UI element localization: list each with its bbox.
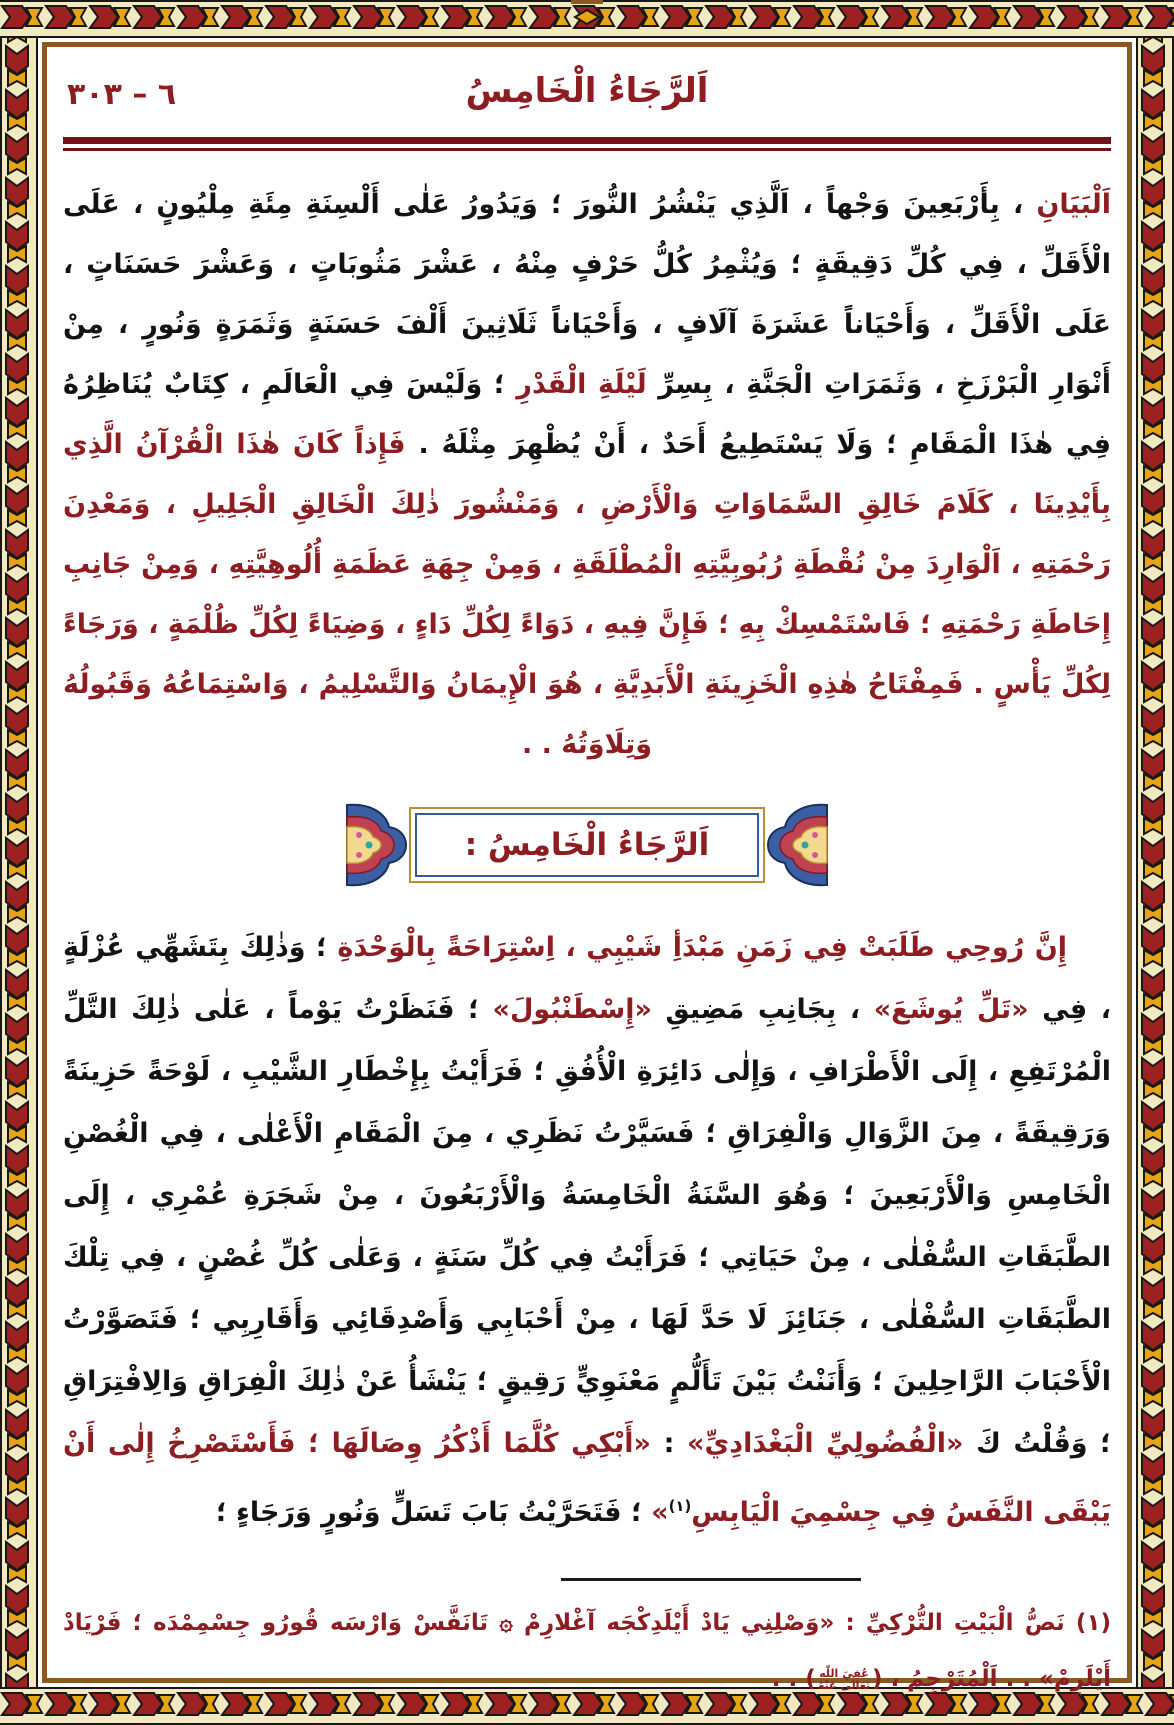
header-divider	[63, 137, 1111, 151]
floral-ornament-left-icon	[765, 795, 829, 895]
ornamental-border-top-icon	[0, 0, 1174, 38]
ornamental-border-left-icon	[0, 0, 38, 1725]
footnote-text: (١) نَصُّ الْبَيْتِ التُّرْكِيِّ : «وَصْلِنِي يَادْ أَيْلَدِكْجَه آغْلارِمْ ۞ تَانَفَّسْ وَارْسَه قُورُو جِسْمِمْدَه ؛ فَرْيَادْ أَيْلَرِمْ» . . اَلْمُتَرْجِمُ ، ( عُفِيَ اللّٰه تَعَالٰى عَنْهُ ) . .	[63, 1610, 1111, 1692]
page-number: ٦ – ٣٠٣	[67, 77, 177, 112]
paragraph-quran-virtues: اَلْبَيَانِ ، بِأَرْبَعِينَ وَجْهاً ، اَلَّذِي يَنْشُرُ النُّورَ ؛ وَيَدُورُ عَلٰى أَلْسِنَةِ مِئَةِ مِلْيُونٍ ، عَلَى الْأَقَلِّ ، فِي كُلِّ دَقِيقَةٍ ؛ وَيُثْمِرُ كُلُّ حَرْفٍ مِنْهُ ، عَشْرَ مَثُوبَاتٍ ، وَعَشْرَ حَسَنَاتٍ ، عَلَى الْأَقَلِّ ، وَأَحْيَاناً عَشَرَةَ آلَافٍ ، وَأَحْيَاناً ثَلَاثِينَ أَلْفَ حَسَنَةٍ وَثَمَرَةٍ وَنُورٍ ، مِنْ أَنْوَارِ الْبَرْزَخِ ، وَثَمَرَاتِ الْجَنَّةِ ، بِسِرِّ لَيْلَةِ الْقَدْرِ ؛ وَلَيْسَ فِي الْعَالَمِ ، كِتَابٌ يُنَاظِرُهُ فِي هٰذَا الْمَقَامِ ؛ وَلَا يَسْتَطِيعُ أَحَدٌ ، أَنْ يُظْهِرَ مِثْلَهُ . فَإِذاً كَانَ هٰذَا الْقُرْآنُ الَّذِي بِأَيْدِينَا ، كَلَامَ خَالِقِ السَّمَاوَاتِ وَالْأَرْضِ ، وَمَنْشُورَ ذٰلِكَ الْخَالِقِ الْجَلِيلِ ، وَمَعْدِنَ رَحْمَتِهِ ، اَلْوَارِدَ مِنْ نُقْطَةِ رُبُوبِيَّتِهِ الْمُطْلَقَةِ ، وَمِنْ جِهَةِ عَظَمَةِ أُلُوهِيَّتِهِ ، وَمِنْ جَانِبِ إِحَاطَةِ رَحْمَتِهِ ؛ فَاسْتَمْسِكْ بِهِ ؛ فَإِنَّ فِيهِ ، دَوَاءً لِكُلِّ دَاءٍ ، وَضِيَاءً لِكُلِّ ظُلْمَةٍ ، وَرَجَاءً لِكُلِّ يَأْسٍ . فَمِفْتَاحُ هٰذِهِ الْخَزِينَةِ الْأَبَدِيَّةِ ، هُوَ الْإِيمَانُ وَالتَّسْلِيمُ ، وَاسْتِمَاعُهُ وَقَبُولُهُ وَتِلَاوَتُهُ . .	[63, 189, 1112, 760]
ornamental-border-right-icon	[1136, 0, 1174, 1725]
footnote-divider	[561, 1578, 861, 1581]
page-header	[63, 67, 1111, 129]
paragraph-fifth-hope: إِنَّ رُوحِي طَلَبَتْ فِي زَمَنِ مَبْدَأِ شَيْبِي ، اِسْتِرَاحَةً بِالْوَحْدَةِ ؛ وَذٰلِكَ بِتَشَهِّي عُزْلَةٍ ، فِي «تَلِّ يُوشَعَ» ، بِجَانِبِ مَضِيقِ «إِسْطَنْبُولَ» ؛ فَنَظَرْتُ يَوْماً ، عَلٰى ذٰلِكَ التَّلِّ الْمُرْتَفِعِ ، إِلَى الْأَطْرَافِ ، وَإِلٰى دَائِرَةِ الْأُفُقِ ؛ فَرَأَيْتُ بِإِخْطَارِ الشَّيْبِ ، لَوْحَةً حَزِينَةً وَرَقِيقَةً ، مِنَ الزَّوَالِ وَالْفِرَاقِ ؛ فَسَيَّرْتُ نَظَرِي ، مِنَ الْمَقَامِ الْأَعْلٰى ، فِي الْغُصْنِ الْخَامِسِ وَالْأَرْبَعِينَ ؛ وَهُوَ السَّنَةُ الْخَامِسَةُ وَالْأَرْبَعُونَ ، مِنْ شَجَرَةِ عُمْرِي ، إِلَى الطَّبَقَاتِ السُّفْلٰى ، مِنْ حَيَاتِي ؛ فَرَأَيْتُ فِي كُلِّ سَنَةٍ ، وَعَلٰى كُلِّ غُصْنٍ ، فِي تِلْكَ الطَّبَقَاتِ السُّفْلٰى ، جَنَائِزَ لَا حَدَّ لَهَا ، مِنْ أَحْبَابِي وَأَصْدِقَائِي وَأَقَارِبِي ؛ فَتَصَوَّرْتُ الْأَحْبَابَ الرَّاحِلِينَ ؛ وَأَنَنْتُ بَيْنَ تَأَلُّمٍ مَعْنَوِيٍّ رَقِيقٍ ؛ يَنْشَأُ عَنْ ذٰلِكَ الْفِرَاقِ وَالِافْتِرَاقِ ؛ وَقُلْتُ كَ «الْفُضُولِيِّ الْبَغْدَادِيِّ» : «أَبْكِي كُلَّمَا أَذْكُرُ وِصَالَهَا ؛ فَأَسْتَصْرِخُ إِلٰى أَنْ يَبْقَى النَّفَسُ فِي جِسْمِيَ الْيَابِسِ$^{(١)}$» ؛ فَتَحَرَّيْتُ بَابَ تَسَلٍّ وَنُورٍ وَرَجَاءٍ ؛	[63, 932, 1111, 1528]
section-heading-box	[409, 807, 765, 883]
page-content	[49, 49, 1125, 1692]
section-heading-cartouche	[63, 793, 1111, 897]
floral-ornament-right-icon	[345, 795, 409, 895]
page-title: اَلرَّجَاءُ الْخَامِسُ	[465, 71, 709, 111]
section-heading-label: اَلرَّجَاءُ الْخَامِسُ :	[464, 827, 710, 863]
